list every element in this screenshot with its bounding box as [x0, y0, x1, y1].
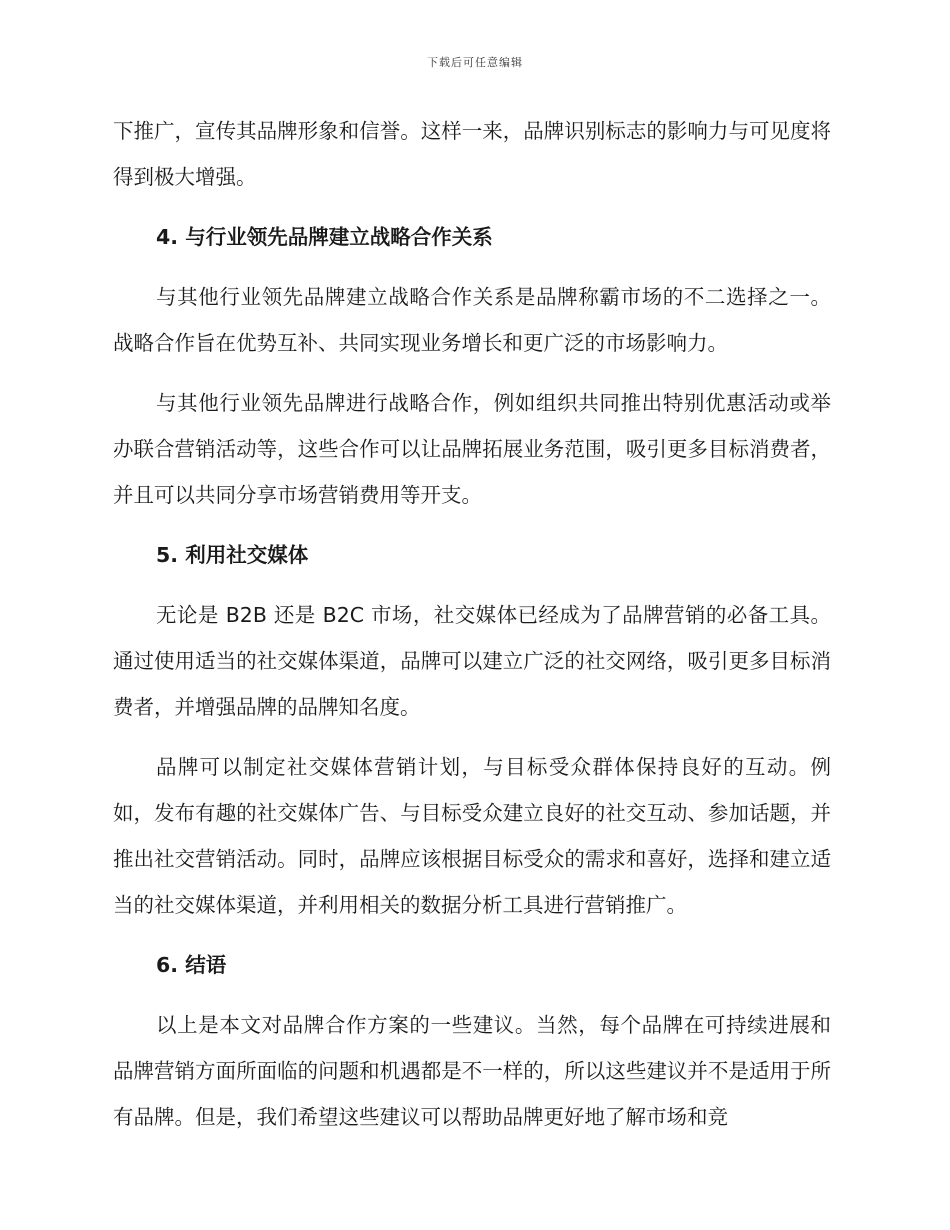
paragraph: 与其他行业领先品牌建立战略合作关系是品牌称霸市场的不二选择之一。战略合作旨在优势互补、共同实现业务增长和更广泛的市场影响力。	[113, 285, 831, 355]
paragraph: 下推广，宣传其品牌形象和信誉。这样一来，品牌识别标志的影响力与可见度将得到极大增强。	[113, 119, 831, 189]
paragraph: 以上是本文对品牌合作方案的一些建议。当然，每个品牌在可持续进展和品牌营销方面所面临的问题和机遇都是不一样的，所以这些建议并不是适用于所有品牌。但是，我们希望这些建议可以帮助品牌更好地了解市场和竞	[113, 1013, 831, 1129]
section-heading: 6. 结语	[156, 953, 227, 977]
paragraph: 与其他行业领先品牌进行战略合作，例如组织共同推出特别优惠活动或举办联合营销活动等，这些合作可以让品牌拓展业务范围，吸引更多目标消费者，并且可以共同分享市场营销费用等开支。	[113, 391, 831, 507]
section-heading: 4. 与行业领先品牌建立战略合作关系	[156, 225, 493, 249]
page-header-note: 下载后可任意编辑	[427, 56, 523, 69]
section-heading: 5. 利用社交媒体	[156, 543, 309, 567]
document-body	[113, 108, 831, 1154]
paragraph: 无论是 B2B 还是 B2C 市场，社交媒体已经成为了品牌营销的必备工具。通过使用适当的社交媒体渠道，品牌可以建立广泛的社交网络，吸引更多目标消费者，并增强品牌的品牌知名度。	[113, 603, 831, 719]
paragraph: 品牌可以制定社交媒体营销计划，与目标受众群体保持良好的互动。例如，发布有趣的社交媒体广告、与目标受众建立良好的社交互动、参加话题，并推出社交营销活动。同时，品牌应该根据目标受众的需求和喜好，选择和建立适当的社交媒体渠道，并利用相关的数据分析工具进行营销推广。	[113, 755, 831, 917]
